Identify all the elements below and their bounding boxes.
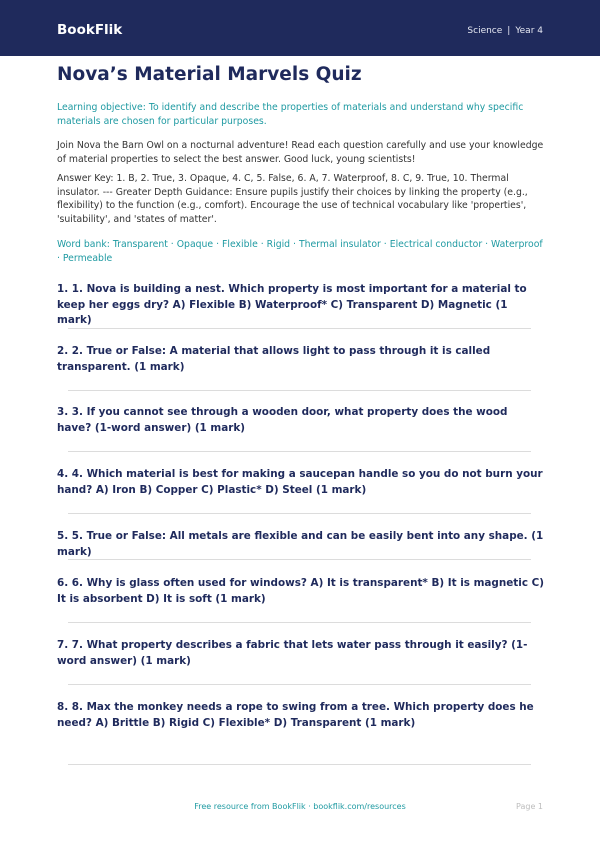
answer-line-1[interactable] [68,328,531,329]
question-1: 1. 1. Nova is building a nest. Which property is most important for a material to keep her eggs dry? A) Flexible B) Waterproof* C) Transparent D) Magnetic (1 mark) [57,283,527,326]
learning-objective: Learning objective: To identify and describe the properties of materials and understand why specific materials are chosen for particular purposes. [57,102,524,127]
brand-logo[interactable]: BookFlik [57,22,123,38]
subject-label: Science [467,26,503,36]
breadcrumb-separator: | [507,26,511,36]
year-label: Year 4 [515,26,543,36]
word-bank: Word bank: Transparent · Opaque · Flexible · Rigid · Thermal insulator · Electrical conductor · Waterproof · Permeable [57,239,543,264]
page-title: Nova’s Material Marvels Quiz [57,64,362,85]
page-number: Page 1 [516,802,543,811]
question-5: 5. 5. True or False: All metals are flexible and can be easily bent into any shape. (1 mark) [57,530,544,558]
question-8: 8. 8. Max the monkey needs a rope to swing from a tree. Which property does he need? A) Brittle B) Rigid C) Flexible* D) Transparent (1 mark) [57,701,534,729]
question-3: 3. 3. If you cannot see through a wooden door, what property does the wood have? (1-word answer) (1 mark) [57,406,508,434]
answer-line-2[interactable] [68,390,531,391]
answer-line-7[interactable] [68,684,531,685]
question-4: 4. 4. Which material is best for making a saucepan handle so you do not burn your hand? A) Iron B) Copper C) Plastic* D) Steel (1 mark) [57,468,543,496]
question-2: 2. 2. True or False: A material that allows light to pass through it is called transparent. (1 mark) [57,345,491,373]
page-header [0,0,600,56]
question-6: 6. 6. Why is glass often used for windows? A) It is transparent* B) It is magnetic C) It is absorbent D) It is soft (1 mark) [57,577,544,605]
answer-line-3[interactable] [68,451,531,452]
answer-line-5[interactable] [68,559,531,560]
intro-text: Join Nova the Barn Owl on a nocturnal adventure! Read each question carefully and use your knowledge of material properties to select the best answer. Good luck, young scientists! [57,140,544,165]
answer-key: Answer Key: 1. B, 2. True, 3. Opaque, 4. C, 5. False, 6. A, 7. Waterproof, 8. C, 9. True, 10. Thermal insulator. --- Greater Depth Guidance: Ensure pupils justify their choices by linking the property (e.g., flexibility) to the function (e.g., comfort). Encourage the use of technical vocabulary like 'properties', 'suitability', and 'states of matter'. [57,173,528,226]
breadcrumb [467,26,543,36]
answer-line-4[interactable] [68,513,531,514]
footer-link[interactable]: Free resource from BookFlik · bookflik.com/resources [194,802,406,811]
question-7: 7. 7. What property describes a fabric that lets water pass through it easily? (1-word answer) (1 mark) [57,639,528,667]
answer-line-8[interactable] [68,764,531,765]
answer-line-6[interactable] [68,622,531,623]
